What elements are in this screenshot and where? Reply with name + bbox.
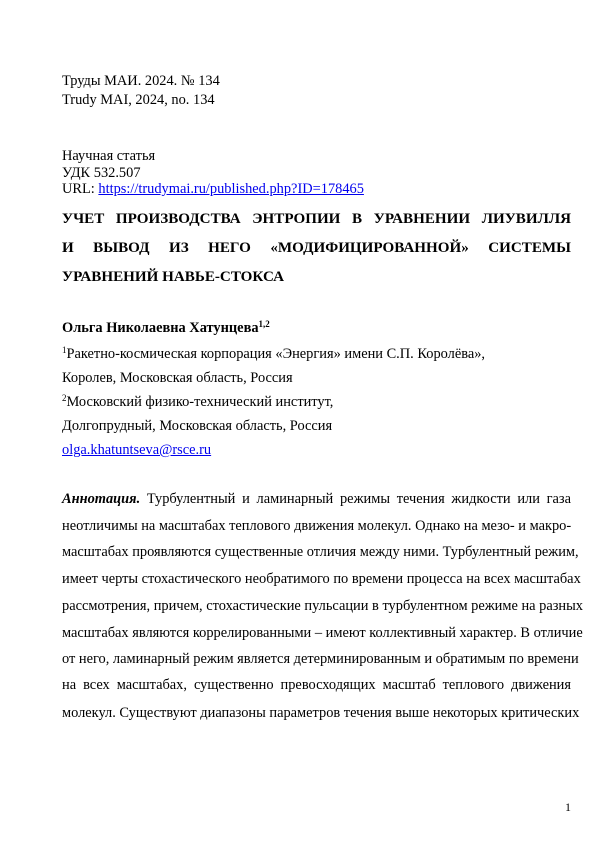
url-line <box>62 182 364 196</box>
abstract-line: неотличимы на масштабах теплового движения молекул. Однако на мезо- и макро- <box>62 518 572 534</box>
affiliation-2-text: Московский физико-технический институт, <box>66 394 334 410</box>
abstract-line: от него, ламинарный режим является детерминированным и обратимым по времени <box>62 651 579 667</box>
abstract-line: масштабах являются коррелированными – имеют коллективный характер. В отличие <box>62 625 583 641</box>
title-line-2: И ВЫВОД ИЗ НЕГО «МОДИФИЦИРОВАННОЙ» СИСТЕМЫ <box>62 240 571 256</box>
abstract-line: на всех масштабах, существенно превосходящих масштаб теплового движения <box>62 677 571 693</box>
udc-code: УДК 532.507 <box>62 165 141 181</box>
abstract-line: масштабах проявляются существенные отличия между ними. Турбулентный режим, <box>62 544 579 560</box>
journal-line-ru: Труды МАИ. 2024. № 134 <box>62 73 220 89</box>
author-name-text: Ольга Николаевна Хатунцева <box>62 320 259 336</box>
journal-line-en: Trudy MAI, 2024, no. 134 <box>62 92 215 108</box>
affiliation-2-sup: 2 <box>62 393 67 403</box>
abstract-line-1 <box>62 492 571 506</box>
abstract-line: рассмотрения, причем, стохастические пульсации в турбулентном режиме на разных <box>62 598 583 614</box>
affiliation-2-line-2: Долгопрудный, Московская область, Россия <box>62 418 333 434</box>
article-type: Научная статья <box>62 148 156 164</box>
title-line-1: УЧЕТ ПРОИЗВОДСТВА ЭНТРОПИИ В УРАВНЕНИИ ЛИУВИЛЛЯ <box>62 211 571 227</box>
abstract-first-line-text: Турбулентный и ламинарный режимы течения жидкости или газа <box>140 491 571 507</box>
page-number: 1 <box>565 800 571 814</box>
affiliation-1-line-1 <box>62 347 485 361</box>
url-label: URL: <box>62 181 99 197</box>
affiliation-2-line-1 <box>62 395 333 409</box>
author-sup: 1,2 <box>258 319 270 329</box>
author-email-link[interactable]: olga.khatuntseva@rsce.ru <box>62 442 212 458</box>
affiliation-1-sup: 1 <box>62 345 67 355</box>
article-url-link[interactable]: https://trudymai.ru/published.php?ID=178465 <box>98 181 364 197</box>
abstract-line: имеет черты стохастического необратимого по времени процесса на всех масштабах <box>62 571 581 587</box>
author-name <box>62 321 270 335</box>
affiliation-1-line-2: Королев, Московская область, Россия <box>62 370 293 386</box>
abstract-line: молекул. Существуют диапазоны параметров течения выше некоторых критических <box>62 705 580 721</box>
title-line-3: УРАВНЕНИЙ НАВЬЕ-СТОКСА <box>62 269 285 285</box>
abstract-label: Аннотация. <box>62 491 141 507</box>
affiliation-1-text: Ракетно-космическая корпорация «Энергия» имени С.П. Королёва», <box>66 346 486 362</box>
